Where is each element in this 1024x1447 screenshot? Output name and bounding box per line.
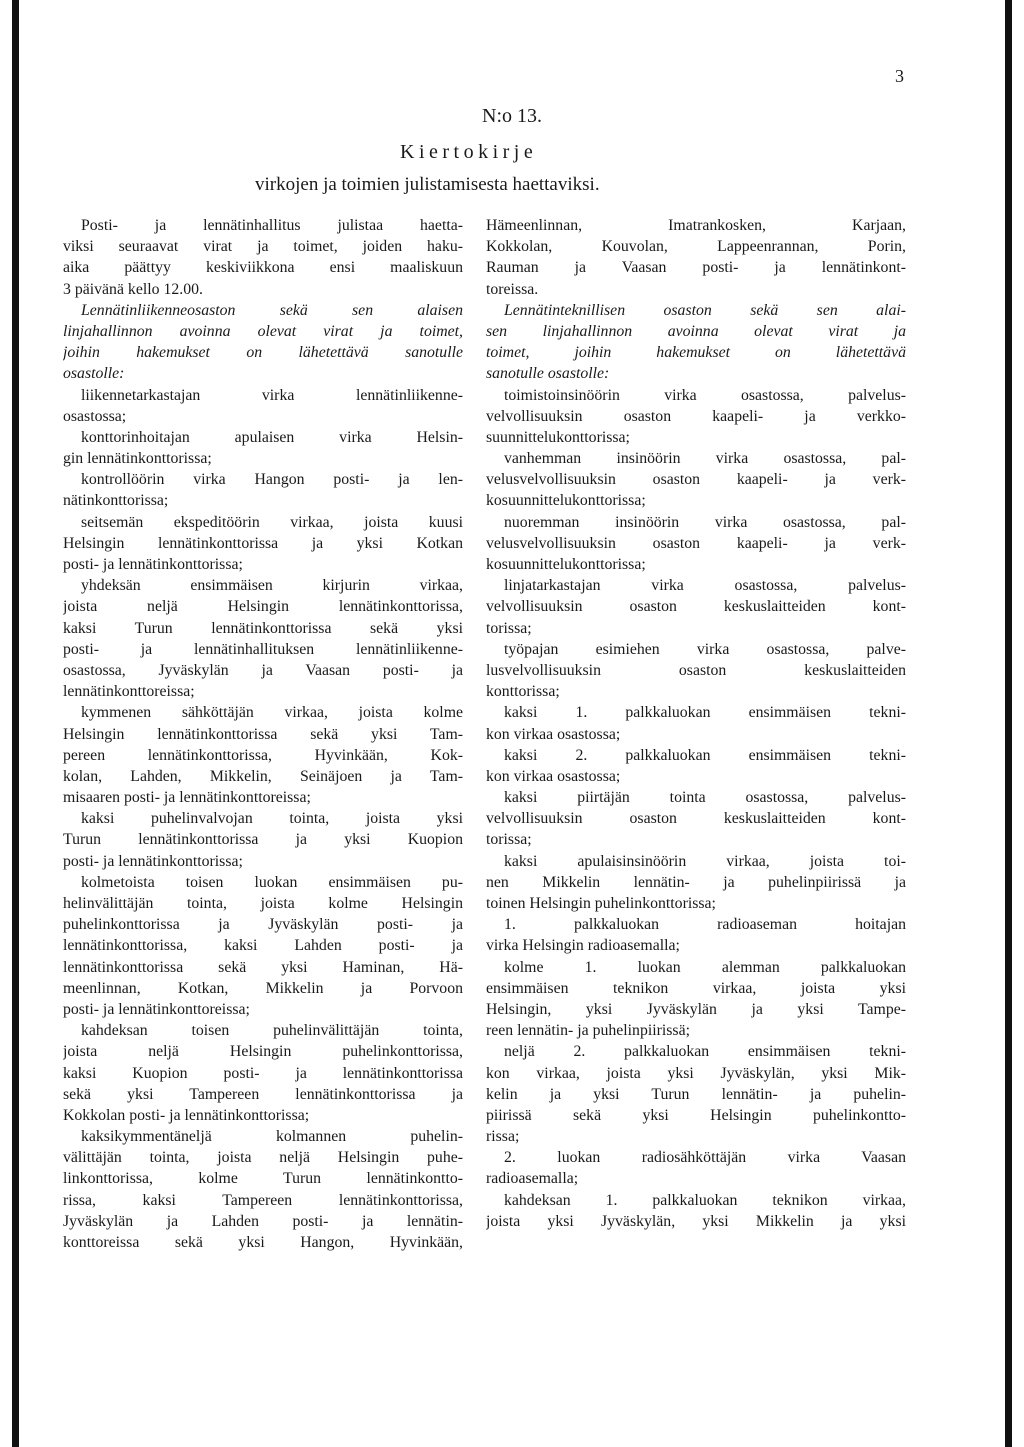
right-column-text-line: piirissä sekä yksi Helsingin puhelinkontto- — [486, 1106, 906, 1124]
left-column-text-line: kaksi Kuopion posti- ja lennätinkonttorissa — [63, 1064, 463, 1082]
right-column-text-line: velusvelvollisuuksin osaston kaapeli- ja verk- — [486, 471, 906, 489]
left-column-text-line: kaksi puhelinvalvojan tointa, joista yksi — [81, 810, 463, 828]
right-column-text-line: kaksi piirtäjän tointa osastossa, palvelus- — [504, 789, 906, 807]
left-column-text-line: misaaren posti- ja lennätinkonttoreissa; — [63, 789, 311, 807]
document-subtitle: virkojen ja toimien julistamisesta haettaviksi. — [255, 174, 600, 195]
left-column-text-line: Kokkolan posti- ja lennätinkonttorissa; — [63, 1106, 310, 1124]
right-column-text-line: toinen Helsingin puhelinkonttorissa; — [486, 895, 716, 912]
left-column-text-line: posti- ja lennätinhallituksen lennätinliikenne- — [63, 640, 463, 658]
right-column-text-line: vanhemman insinöörin virka osastossa, pal- — [504, 450, 906, 468]
right-column-text-line: Rauman ja Vaasan posti- ja lennätinkont- — [486, 259, 906, 277]
right-column-text-line: sanotulle osastolle: — [486, 365, 610, 383]
left-column-text-line: viksi seuraavat virat ja toimet, joiden haku- — [63, 238, 463, 256]
left-text-column — [63, 215, 463, 1253]
left-column-text-line: kolmetoista toisen luokan ensimmäisen pu- — [81, 873, 463, 891]
left-column-text-line: osastolle: — [63, 365, 125, 383]
left-column-text-line: joihin hakemukset on lähetettävä sanotulle — [63, 344, 463, 362]
right-column-text-line: kon virkaa, joista yksi Jyväskylän, yksi Mik- — [486, 1064, 906, 1082]
left-column-text-line: helinvälittäjän tointa, joista kolme Helsingin — [63, 895, 463, 912]
right-column-text-line: kosuunnittelukonttorissa; — [486, 556, 646, 573]
right-column-text-line: Kokkolan, Kouvolan, Lappeenrannan, Porin, — [486, 238, 906, 256]
right-column-text-line: velvollisuuksin osaston keskuslaitteiden kont- — [486, 810, 906, 828]
right-column-text-line: sen linjahallinnon avoinna olevat virat ja — [486, 322, 906, 340]
right-column-text-line: torissa; — [486, 619, 532, 637]
right-column-text-line: torissa; — [486, 831, 532, 849]
right-column-text-line: 1. palkkaluokan radioaseman hoitajan — [504, 916, 906, 934]
left-column-text-line: gin lennätinkonttorissa; — [63, 450, 212, 468]
left-column-text-line: seitsemän ekspeditöörin virkaa, joista kuusi — [81, 513, 463, 531]
right-column-text-line: kaksi apulaisinsinöörin virkaa, joista toi- — [504, 852, 906, 870]
right-column-text-line: toreissa. — [486, 280, 539, 298]
right-column-text-line: velvollisuuksin osaston keskuslaitteiden kont- — [486, 598, 906, 616]
left-column-text-line: Turun lennätinkonttorissa ja yksi Kuopion — [63, 831, 463, 849]
right-column-text-line: kosuunnittelukonttorissa; — [486, 492, 646, 510]
right-column-text-line: 2. luokan radiosähköttäjän virka Vaasan — [504, 1149, 906, 1167]
right-column-text-line: Hämeenlinnan, Imatrankosken, Karjaan, — [486, 217, 906, 234]
left-column-text-line: linkonttorissa, kolme Turun lennätinkontto- — [63, 1170, 463, 1188]
right-column-text-line: lusvelvollisuuksin osaston keskuslaitteiden — [486, 661, 906, 679]
right-column-text-line: toimistoinsinöörin virka osastossa, palvelus- — [504, 386, 906, 404]
document-title: Kiertokirje — [400, 141, 538, 163]
left-column-text-line: Helsingin lennätinkonttorissa ja yksi Kotkan — [63, 534, 463, 552]
right-column-text-line: kahdeksan 1. palkkaluokan teknikon virkaa, — [504, 1191, 906, 1209]
right-column-text-line: Lennätinteknillisen osaston sekä sen alai- — [504, 301, 906, 319]
left-column-text-line: osastossa; — [63, 407, 127, 425]
left-column-text-line: joista neljä Helsingin lennätinkonttorissa, — [63, 598, 463, 616]
page-number: 3 — [895, 66, 904, 86]
left-column-text-line: linjahallinnon avoinna olevat virat ja toimet, — [63, 322, 463, 340]
left-column-text-line: Jyväskylän ja Lahden posti- ja lennätin- — [63, 1212, 463, 1230]
right-text-column — [486, 215, 906, 1232]
right-column-text-line: kon virkaa osastossa; — [486, 767, 621, 785]
left-column-text-line: posti- ja lennätinkonttorissa; — [63, 852, 243, 870]
right-column-text-line: joista yksi Jyväskylän, yksi Mikkelin ja yksi — [486, 1212, 906, 1230]
right-column-text-line: neljä 2. palkkaluokan ensimmäisen tekni- — [504, 1043, 906, 1061]
right-column-text-line: kaksi 2. palkkaluokan ensimmäisen tekni- — [504, 746, 906, 764]
left-column-text-line: Posti- ja lennätinhallitus julistaa haetta- — [81, 217, 463, 234]
left-column-text-line: posti- ja lennätinkonttoreissa; — [63, 1000, 250, 1018]
left-column-text-line: lennätinkonttorissa, kaksi Lahden posti- ja — [63, 937, 463, 955]
right-column-text-line: reen lennätin- ja puhelinpiirissä; — [486, 1022, 690, 1040]
left-column-text-line: 3 päivänä kello 12.00. — [63, 280, 203, 298]
left-column-text-line: sekä yksi Tampereen lennätinkonttorissa ja — [63, 1085, 463, 1103]
left-column-text-line: Helsingin lennätinkonttorissa sekä yksi Tam- — [63, 725, 463, 743]
right-border-bar — [1005, 0, 1012, 1447]
right-column-text-line: nuoremman insinöörin virka osastossa, pal- — [504, 513, 906, 531]
right-column-text-line: työpajan esimiehen virka osastossa, palve- — [504, 640, 906, 658]
left-column-text-line: lennätinkonttoreissa; — [63, 683, 195, 701]
right-column-text-line: rissa; — [486, 1128, 520, 1146]
right-column-text-line: Helsingin, yksi Jyväskylän ja yksi Tampe- — [486, 1000, 906, 1018]
issue-number: N:o 13. — [482, 105, 542, 127]
left-column-text-line: lennätinkonttorissa sekä yksi Haminan, Hä- — [63, 958, 463, 976]
left-column-text-line: meenlinnan, Kotkan, Mikkelin ja Porvoon — [63, 979, 463, 997]
right-column-text-line: ensimmäisen teknikon virkaa, joista yksi — [486, 979, 906, 997]
right-column-text-line: konttorissa; — [486, 683, 560, 701]
left-column-text-line: puhelinkonttorissa ja Jyväskylän posti- ja — [63, 916, 463, 934]
right-column-text-line: virka Helsingin radioasemalla; — [486, 937, 680, 955]
left-column-text-line: välittäjän tointa, joista neljä Helsingin puhe- — [63, 1149, 463, 1167]
left-column-text-line: posti- ja lennätinkonttorissa; — [63, 556, 243, 573]
left-column-text-line: kymmenen sähköttäjän virkaa, joista kolme — [81, 704, 463, 722]
left-column-text-line: osastossa, Jyväskylän ja Vaasan posti- ja — [63, 661, 463, 679]
right-column-text-line: kolme 1. luokan alemman palkkaluokan — [504, 958, 906, 976]
left-column-text-line: liikennetarkastajan virka lennätinliikenne- — [81, 386, 463, 404]
left-column-text-line: kaksikymmentäneljä kolmannen puhelin- — [81, 1128, 463, 1146]
left-column-text-line: yhdeksän ensimmäisen kirjurin virkaa, — [81, 577, 463, 595]
left-column-text-line: kontrollöörin virka Hangon posti- ja len- — [81, 471, 463, 489]
left-column-text-line: kaksi Turun lennätinkonttorissa sekä yksi — [63, 619, 463, 637]
left-column-text-line: aika päättyy keskiviikkona ensi maaliskuun — [63, 259, 463, 277]
right-column-text-line: linjatarkastajan virka osastossa, palvelus- — [504, 577, 906, 595]
right-column-text-line: nen Mikkelin lennätin- ja puhelinpiirissä ja — [486, 873, 906, 891]
right-column-text-line: kon virkaa osastossa; — [486, 725, 621, 743]
right-column-text-line: suunnittelukonttorissa; — [486, 428, 630, 446]
left-border-bar — [12, 0, 19, 1447]
left-column-text-line: joista neljä Helsingin puhelinkonttorissa, — [63, 1043, 463, 1061]
right-column-text-line: kelin ja yksi Turun lennätin- ja puhelin- — [486, 1085, 906, 1103]
right-column-text-line: kaksi 1. palkkaluokan ensimmäisen tekni- — [504, 704, 906, 722]
left-column-text-line: pereen lennätinkonttorissa, Hyvinkään, Kok- — [63, 746, 463, 764]
left-column-text-line: Lennätinliikenneosaston sekä sen alaisen — [81, 301, 463, 319]
left-column-text-line: kolan, Lahden, Mikkelin, Seinäjoen ja Tam- — [63, 767, 463, 785]
left-column-text-line: konttorinhoitajan apulaisen virka Helsin- — [81, 428, 463, 446]
left-column-text-line: kahdeksan toisen puhelinvälittäjän tointa, — [81, 1022, 463, 1040]
left-column-text-line: rissa, kaksi Tampereen lennätinkonttorissa, — [63, 1191, 463, 1209]
right-column-text-line: radioasemalla; — [486, 1170, 579, 1188]
right-column-text-line: velvollisuuksin osaston kaapeli- ja verkko- — [486, 407, 906, 425]
right-column-text-line: toimet, joihin hakemukset on lähetettävä — [486, 344, 906, 362]
right-column-text-line: velusvelvollisuuksin osaston kaapeli- ja verk- — [486, 534, 906, 552]
left-column-text-line: nätinkonttorissa; — [63, 492, 169, 510]
left-column-text-line: konttoreissa sekä yksi Hangon, Hyvinkään, — [63, 1234, 463, 1251]
